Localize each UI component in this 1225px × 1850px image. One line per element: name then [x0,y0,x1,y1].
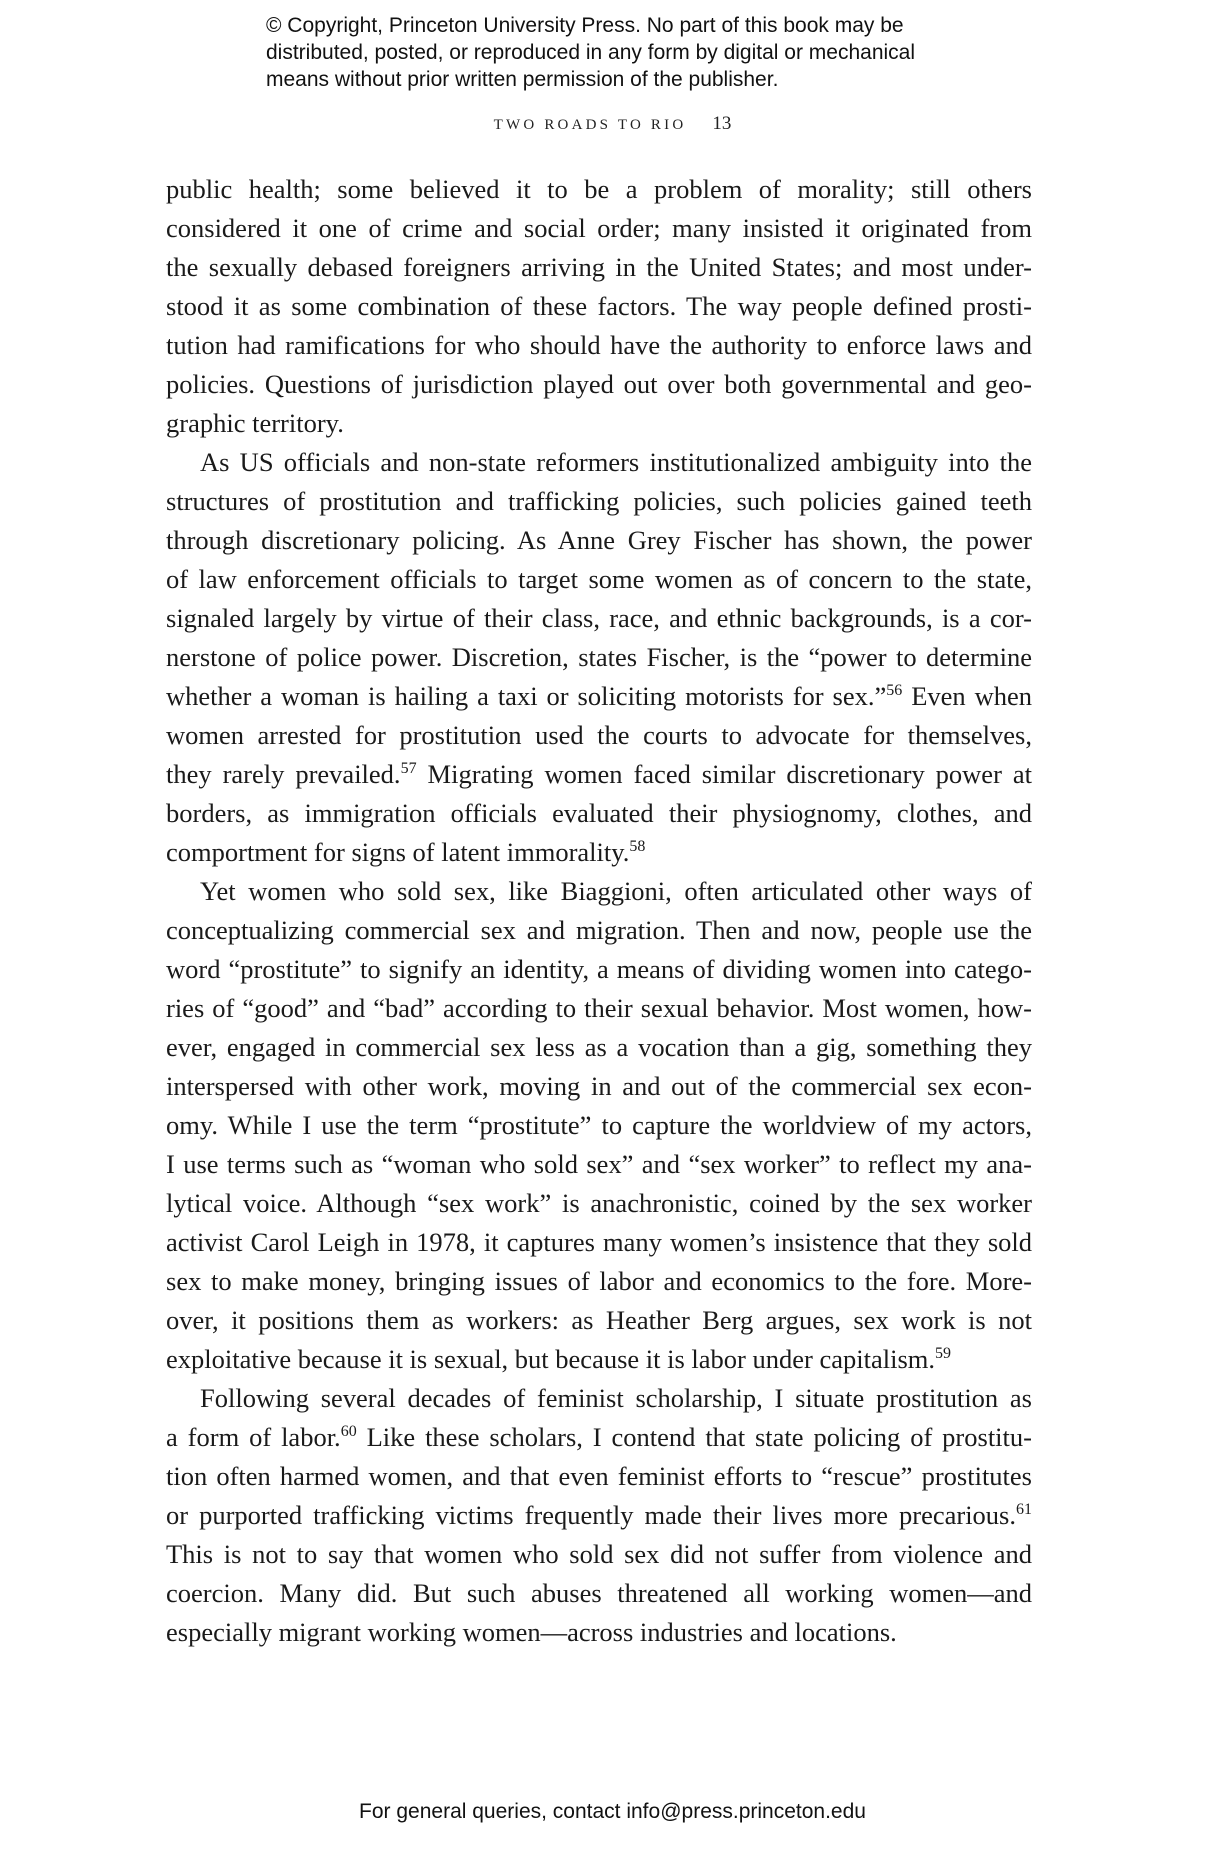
line-text: ries of “good” and “bad” according to their sexual behavior. Most women, how- [166,993,1032,1023]
page-number: 13 [712,113,732,134]
text-line [166,1262,1032,1301]
footnote-marker[interactable]: 57 [400,760,417,777]
copyright-line: © Copyright, Princeton University Press. No part of this book may be [266,14,904,37]
line-text: borders, as immigration officials evaluated their physiognomy, clothes, and [166,798,1032,828]
line-text: they rarely prevailed. [166,759,401,789]
line-text: considered it one of crime and social order; many insisted it originated from [166,213,1032,243]
paragraph [166,170,1032,443]
text-line [166,1457,1032,1496]
line-text: women arrested for prostitution used the courts to advocate for themselves, [166,720,1032,750]
text-line [166,1535,1032,1574]
text-line [166,911,1032,950]
line-text: Even when [902,681,1032,711]
text-line [166,1028,1032,1067]
line-text: tution had ramifications for who should have the authority to enforce laws and [166,330,1032,360]
line-text: ever, engaged in commercial sex less as a vocation than a gig, something they [166,1032,1032,1062]
line-text: lytical voice. Although “sex work” is anachronistic, coined by the sex worker [166,1188,1032,1218]
text-line [166,404,1032,443]
text-line [166,1223,1032,1262]
text-line [166,677,1032,716]
text-line [166,716,1032,755]
text-line [166,287,1032,326]
text-line [166,521,1032,560]
text-line [166,1184,1032,1223]
text-line [166,794,1032,833]
text-line [166,1613,1032,1652]
line-text: graphic territory. [166,408,344,438]
text-line [166,482,1032,521]
line-text: signaled largely by virtue of their class, race, and ethnic backgrounds, is a cor- [166,603,1032,633]
line-text: structures of prostitution and trafficking policies, such policies gained teeth [166,486,1032,516]
paragraph [166,443,1032,872]
text-line [166,950,1032,989]
line-text: conceptualizing commercial sex and migration. Then and now, people use the [166,915,1032,945]
body-text [166,170,1032,1652]
line-text: stood it as some combination of these factors. The way people defined prosti- [166,291,1032,321]
text-line [166,560,1032,599]
text-line [166,1340,1032,1379]
footer-contact: For general queries, contact info@press.princeton.edu [359,1800,866,1823]
line-text: Following several decades of feminist scholarship, I situate prostitution as [200,1383,1032,1413]
text-line [166,248,1032,287]
paragraph [166,872,1032,1379]
line-text: As US officials and non-state reformers institutionalized ambiguity into the [200,447,1032,477]
line-text: sex to make money, bringing issues of labor and economics to the fore. More- [166,1266,1032,1296]
copyright-notice [266,12,986,93]
text-line [166,638,1032,677]
text-line [166,833,1032,872]
line-text: or purported trafficking victims frequently made their lives more precarious. [166,1500,1016,1530]
line-text: policies. Questions of jurisdiction played out over both governmental and geo- [166,369,1032,399]
line-text: activist Carol Leigh in 1978, it captures many women’s insistence that they sold [166,1227,1032,1257]
line-text: omy. While I use the term “prostitute” to capture the worldview of my actors, [166,1110,1032,1140]
line-text: through discretionary policing. As Anne Grey Fischer has shown, the power [166,525,1032,555]
line-text: comportment for signs of latent immorality. [166,837,630,867]
text-line [166,989,1032,1028]
line-text: This is not to say that women who sold sex did not suffer from violence and [166,1539,1032,1569]
text-line [166,1496,1032,1535]
footnote-marker[interactable]: 59 [935,1345,952,1362]
text-line [166,1067,1032,1106]
line-text: over, it positions them as workers: as Heather Berg argues, sex work is not [166,1305,1032,1335]
text-line [166,755,1032,794]
text-line [166,599,1032,638]
line-text: tion often harmed women, and that even feminist efforts to “rescue” prostitutes [166,1461,1032,1491]
text-line [166,1574,1032,1613]
line-text: public health; some believed it to be a problem of morality; still others [166,174,1032,204]
copyright-line: distributed, posted, or reproduced in any form by digital or mechanical [266,41,916,64]
line-text: nerstone of police power. Discretion, states Fischer, is the “power to determine [166,642,1032,672]
line-text: Migrating women faced similar discretionary power at [416,759,1032,789]
footnote-marker[interactable]: 56 [886,682,903,699]
line-text: I use terms such as “woman who sold sex” and “sex worker” to reflect my ana- [166,1149,1032,1179]
line-text: coercion. Many did. But such abuses threatened all working women—and [166,1578,1032,1608]
line-text: especially migrant working women—across industries and locations. [166,1617,897,1647]
text-line [166,1379,1032,1418]
text-line [166,872,1032,911]
text-line [166,1418,1032,1457]
line-text: word “prostitute” to signify an identity, a means of dividing women into catego- [166,954,1032,984]
line-text: whether a woman is hailing a taxi or soliciting motorists for sex.” [166,681,887,711]
line-text: Yet women who sold sex, like Biaggioni, often articulated other ways of [200,876,1032,906]
line-text: Like these scholars, I contend that state policing of prostitu- [356,1422,1032,1452]
text-line [166,170,1032,209]
text-line [166,1301,1032,1340]
line-text: exploitative because it is sexual, but because it is labor under capitalism. [166,1344,936,1374]
line-text: a form of labor. [166,1422,341,1452]
text-line [166,209,1032,248]
copyright-line: means without prior written permission of the publisher. [266,68,779,91]
footnote-marker[interactable]: 58 [629,838,646,855]
running-head-title: TWO ROADS TO RIO [493,117,687,133]
text-line [166,443,1032,482]
line-text: the sexually debased foreigners arriving in the United States; and most under- [166,252,1032,282]
line-text: of law enforcement officials to target some women as of concern to the state, [166,564,1032,594]
footnote-marker[interactable]: 60 [340,1423,357,1440]
text-line [166,1106,1032,1145]
text-line [166,1145,1032,1184]
paragraph [166,1379,1032,1652]
line-text: interspersed with other work, moving in and out of the commercial sex econ- [166,1071,1032,1101]
text-line [166,365,1032,404]
text-line [166,326,1032,365]
running-head [0,113,1225,135]
footnote-marker[interactable]: 61 [1016,1501,1032,1518]
